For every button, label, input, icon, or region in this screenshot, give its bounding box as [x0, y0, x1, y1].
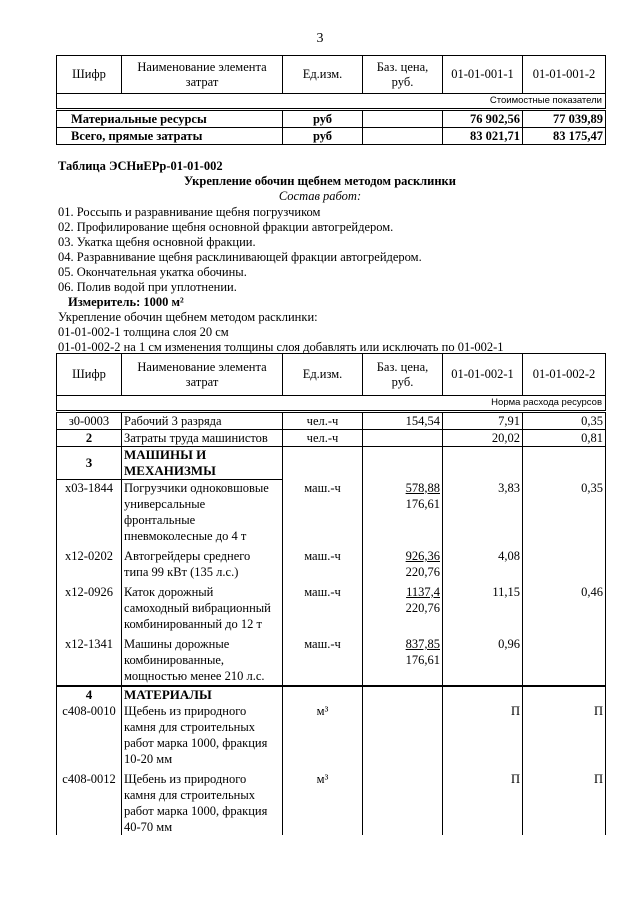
row-value-1: 76 902,56 — [443, 110, 523, 128]
row-unit: чел.-ч — [283, 412, 363, 430]
header-name: Наименование элемента затрат — [122, 354, 283, 396]
row-name — [122, 703, 283, 771]
header-name: Наименование элемента затрат — [122, 56, 283, 94]
row-unit: м³ — [283, 703, 363, 771]
row-value-1: П — [443, 703, 523, 771]
name-line: комбинированный до 12 т — [124, 617, 262, 631]
row-code: х03-1844 — [57, 480, 122, 549]
row-price — [363, 636, 443, 686]
row-price: 154,54 — [363, 412, 443, 430]
row-value-2: 0,46 — [523, 584, 606, 636]
table-row — [57, 771, 606, 835]
table-row — [57, 636, 606, 686]
header-col2: 01-01-002-2 — [523, 354, 606, 396]
row-value-2 — [523, 636, 606, 686]
name-line: самоходный вибрационный — [124, 601, 271, 615]
header-unit: Ед.изм. — [283, 56, 363, 94]
header-col2: 01-01-001-2 — [523, 56, 606, 94]
row-unit: м³ — [283, 771, 363, 835]
table-row — [57, 128, 606, 145]
name-line: Погрузчики одноковшовые — [124, 481, 269, 495]
price-operator: 220,76 — [405, 601, 440, 615]
name-line: 40-70 мм — [124, 820, 173, 834]
row-price — [363, 548, 443, 584]
row-price — [363, 430, 443, 447]
machines-title-line: МЕХАНИЗМЫ — [124, 463, 216, 478]
table-id: Таблица ЭСНиЕРр-01-01-002 — [58, 159, 223, 173]
row-value-1: П — [443, 771, 523, 835]
row-name — [122, 480, 283, 549]
row-unit: маш.-ч — [283, 480, 363, 549]
row-name: Рабочий 3 разряда — [122, 412, 283, 430]
materials-group-title: МАТЕРИАЛЫ — [122, 686, 283, 703]
table-row — [57, 430, 606, 447]
row-code: х12-1341 — [57, 636, 122, 686]
row-value-1: 83 021,71 — [443, 128, 523, 145]
row-price — [363, 584, 443, 636]
work-step: 04. Разравнивание щебня расклинивающей фракции автогрейдером. — [58, 250, 422, 264]
work-step: 01. Россыпь и разравнивание щебня погрузчиком — [58, 205, 321, 219]
name-line: универсальные — [124, 497, 206, 511]
table-row — [57, 548, 606, 584]
header-code: Шифр — [57, 354, 122, 396]
name-line: комбинированные, — [124, 653, 225, 667]
header-price: Баз. цена, руб. — [363, 56, 443, 94]
work-step: 06. Полив водой при уплотнении. — [58, 280, 237, 294]
row-code: з0-0003 — [57, 412, 122, 430]
materials-section — [57, 686, 606, 703]
note-resource-norm: Норма расхода ресурсов — [57, 396, 606, 412]
row-value-1: 4,08 — [443, 548, 523, 584]
section-title: Укрепление обочин щебнем методом расклинки — [184, 174, 456, 188]
resource-table-header — [57, 354, 606, 396]
header-price: Баз. цена, руб. — [363, 354, 443, 396]
name-line: Щебень из природного — [124, 704, 247, 718]
work-step: 03. Укатка щебня основной фракции. — [58, 235, 256, 249]
name-line: работ марка 1000, фракция — [124, 804, 268, 818]
row-name — [122, 548, 283, 584]
name-line: мощностью менее 210 л.с. — [124, 669, 265, 683]
price-machine: 1137,4 — [406, 585, 440, 599]
cost-table — [56, 55, 606, 145]
name-line: Каток дорожный — [124, 585, 214, 599]
name-line: Автогрейдеры среднего — [124, 549, 251, 563]
header-unit: Ед.изм. — [283, 354, 363, 396]
name-line: пневмоколесные до 4 т — [124, 529, 247, 543]
composition-label: Состав работ: — [278, 189, 362, 203]
note-cost-indicators: Стоимостные показатели — [57, 94, 606, 110]
machines-group-code: 3 — [57, 447, 122, 480]
row-unit: чел.-ч — [283, 430, 363, 447]
description-line: 01-01-002-1 толщина слоя 20 см — [58, 325, 229, 339]
name-line: Машины дорожные — [124, 637, 230, 651]
machines-group-title — [122, 447, 283, 480]
row-value-1: 11,15 — [443, 584, 523, 636]
header-col1: 01-01-001-1 — [443, 56, 523, 94]
price-operator: 176,61 — [405, 653, 440, 667]
row-value-1: 20,02 — [443, 430, 523, 447]
row-value-2 — [523, 548, 606, 584]
measure-unit: Измеритель: 1000 м² — [68, 295, 184, 309]
name-line: Щебень из природного — [124, 772, 247, 786]
row-value-2: 83 175,47 — [523, 128, 606, 145]
row-price — [363, 110, 443, 128]
row-price — [363, 480, 443, 549]
row-value-2: 0,35 — [523, 412, 606, 430]
row-value-1: 7,91 — [443, 412, 523, 430]
row-label: Всего, прямые затраты — [57, 128, 283, 145]
row-price — [363, 703, 443, 771]
row-value-1: 0,96 — [443, 636, 523, 686]
page-number: 3 — [316, 31, 324, 46]
name-line: фронтальные — [124, 513, 196, 527]
row-unit: руб — [283, 128, 363, 145]
name-line: камня для строительных — [124, 788, 256, 802]
row-name — [122, 636, 283, 686]
table-row — [57, 412, 606, 430]
row-unit: маш.-ч — [283, 584, 363, 636]
row-value-2: П — [523, 703, 606, 771]
name-line: 10-20 мм — [124, 752, 173, 766]
row-unit: маш.-ч — [283, 636, 363, 686]
resource-table — [56, 353, 606, 835]
row-value-1: 3,83 — [443, 480, 523, 549]
row-value-2: 0,35 — [523, 480, 606, 549]
row-name: Затраты труда машинистов — [122, 430, 283, 447]
table-row — [57, 480, 606, 549]
row-code: х12-0926 — [57, 584, 122, 636]
row-code: с408-0012 — [57, 771, 122, 835]
header-col1: 01-01-002-1 — [443, 354, 523, 396]
table-row — [57, 703, 606, 771]
row-value-2: П — [523, 771, 606, 835]
row-code: 2 — [57, 430, 122, 447]
price-machine: 837,85 — [405, 637, 440, 651]
row-code: х12-0202 — [57, 548, 122, 584]
row-price — [363, 771, 443, 835]
table-row — [57, 110, 606, 128]
price-operator: 220,76 — [405, 565, 440, 579]
row-unit: маш.-ч — [283, 548, 363, 584]
materials-group-code: 4 — [57, 686, 122, 703]
work-step: 05. Окончательная укатка обочины. — [58, 265, 247, 279]
price-machine: 578,88 — [405, 480, 440, 495]
price-operator: 176,61 — [405, 496, 440, 511]
header-code: Шифр — [57, 56, 122, 94]
description-line: Укрепление обочин щебнем методом расклинки: — [58, 310, 318, 324]
resource-table-note-row — [57, 396, 606, 412]
row-code: с408-0010 — [57, 703, 122, 771]
description-line: 01-01-002-2 на 1 см изменения толщины слоя добавлять или исключать по 01-002-1 — [58, 340, 504, 354]
row-name — [122, 771, 283, 835]
row-name — [122, 584, 283, 636]
price-machine: 926,36 — [405, 549, 440, 563]
cost-table-note-row — [57, 94, 606, 110]
row-value-2: 77 039,89 — [523, 110, 606, 128]
row-value-2: 0,81 — [523, 430, 606, 447]
table-row — [57, 584, 606, 636]
machines-section — [57, 447, 606, 480]
row-label: Материальные ресурсы — [57, 110, 283, 128]
name-line: типа 99 кВт (135 л.с.) — [124, 565, 239, 579]
work-step: 02. Профилирование щебня основной фракции автогрейдером. — [58, 220, 394, 234]
cost-table-header — [57, 56, 606, 94]
row-price — [363, 128, 443, 145]
name-line: камня для строительных — [124, 720, 256, 734]
name-line: работ марка 1000, фракция — [124, 736, 268, 750]
row-unit: руб — [283, 110, 363, 128]
machines-title-line: МАШИНЫ И — [124, 447, 207, 462]
